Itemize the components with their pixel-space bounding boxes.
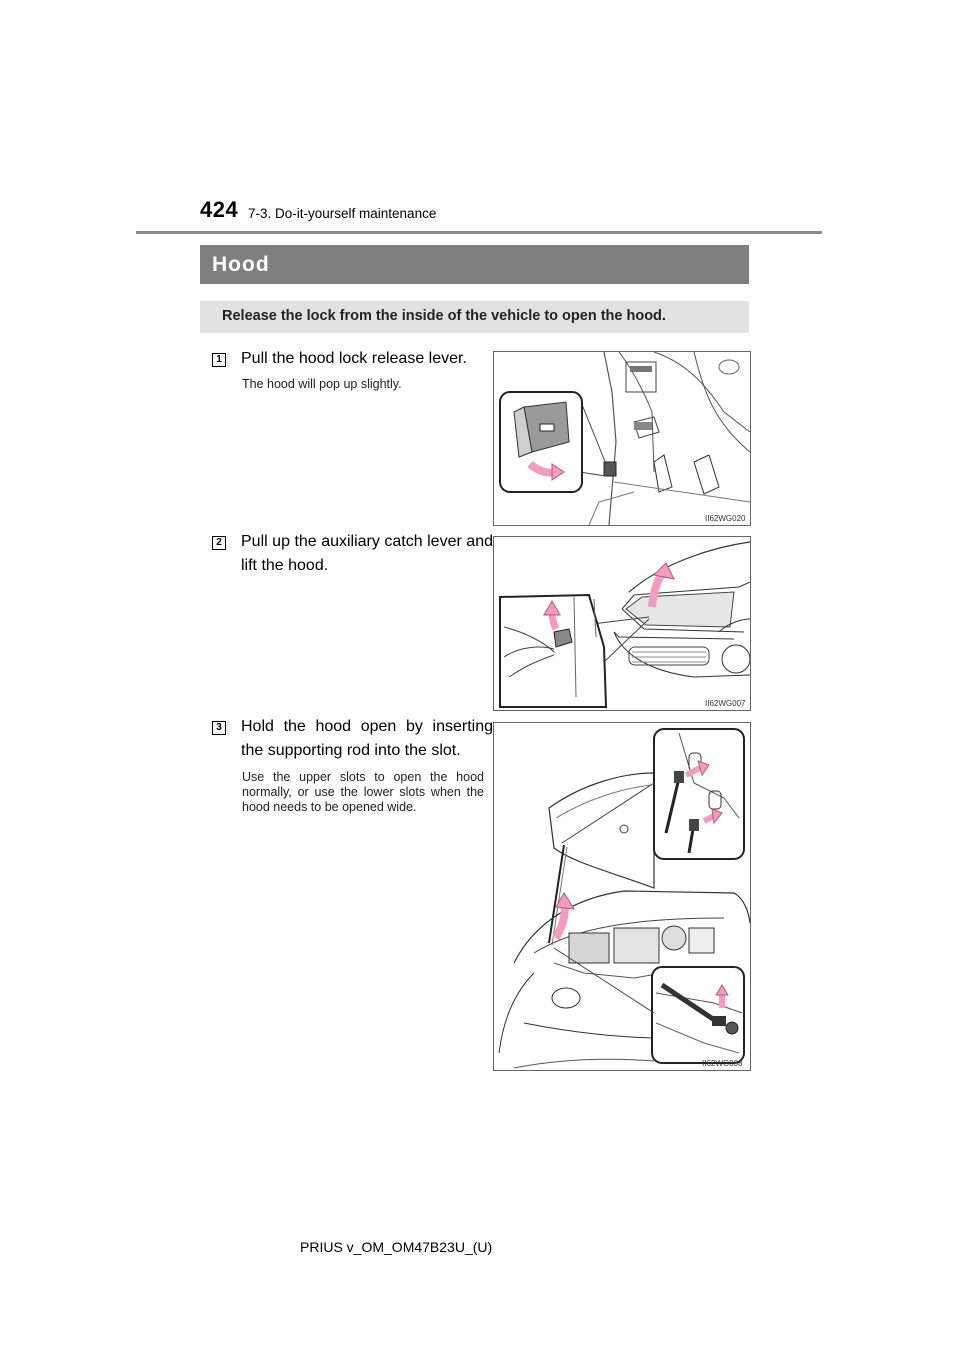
step-1-text: Pull the hood lock release lever.	[241, 350, 467, 367]
header-rule	[136, 231, 822, 234]
page-title: Hood	[212, 253, 270, 276]
figure-hood-release-lever	[493, 351, 751, 526]
figure-code-2: II62WG007	[705, 699, 746, 708]
step-1-note: The hood will pop up slightly.	[242, 377, 402, 391]
figure-code-1: II62WG020	[705, 514, 746, 523]
intro-text: Release the lock from the inside of the vehicle to open the hood.	[222, 308, 666, 324]
section-title: 7-3. Do-it-yourself maintenance	[248, 206, 437, 221]
step-2-number: 2	[212, 536, 226, 550]
step-1-number: 1	[212, 353, 226, 367]
footer-manual-id: PRIUS v_OM_OM47B23U_(U)	[300, 1239, 493, 1255]
step-3-number: 3	[212, 721, 226, 735]
title-bar	[200, 245, 749, 284]
figure-auxiliary-catch	[493, 536, 751, 711]
page-number: 424	[200, 197, 239, 222]
step-2-text: Pull up the auxiliary catch lever and lift the hood.	[241, 533, 493, 574]
step-3-note: Use the upper slots to open the hood normally, or use the lower slots when the hood needs to be opened wide.	[242, 770, 484, 814]
figure-supporting-rod	[493, 722, 751, 1071]
step-3-text: Hold the hood open by inserting the supporting rod into the slot.	[241, 718, 493, 759]
figure-code-3: II62WG008	[702, 1059, 743, 1068]
